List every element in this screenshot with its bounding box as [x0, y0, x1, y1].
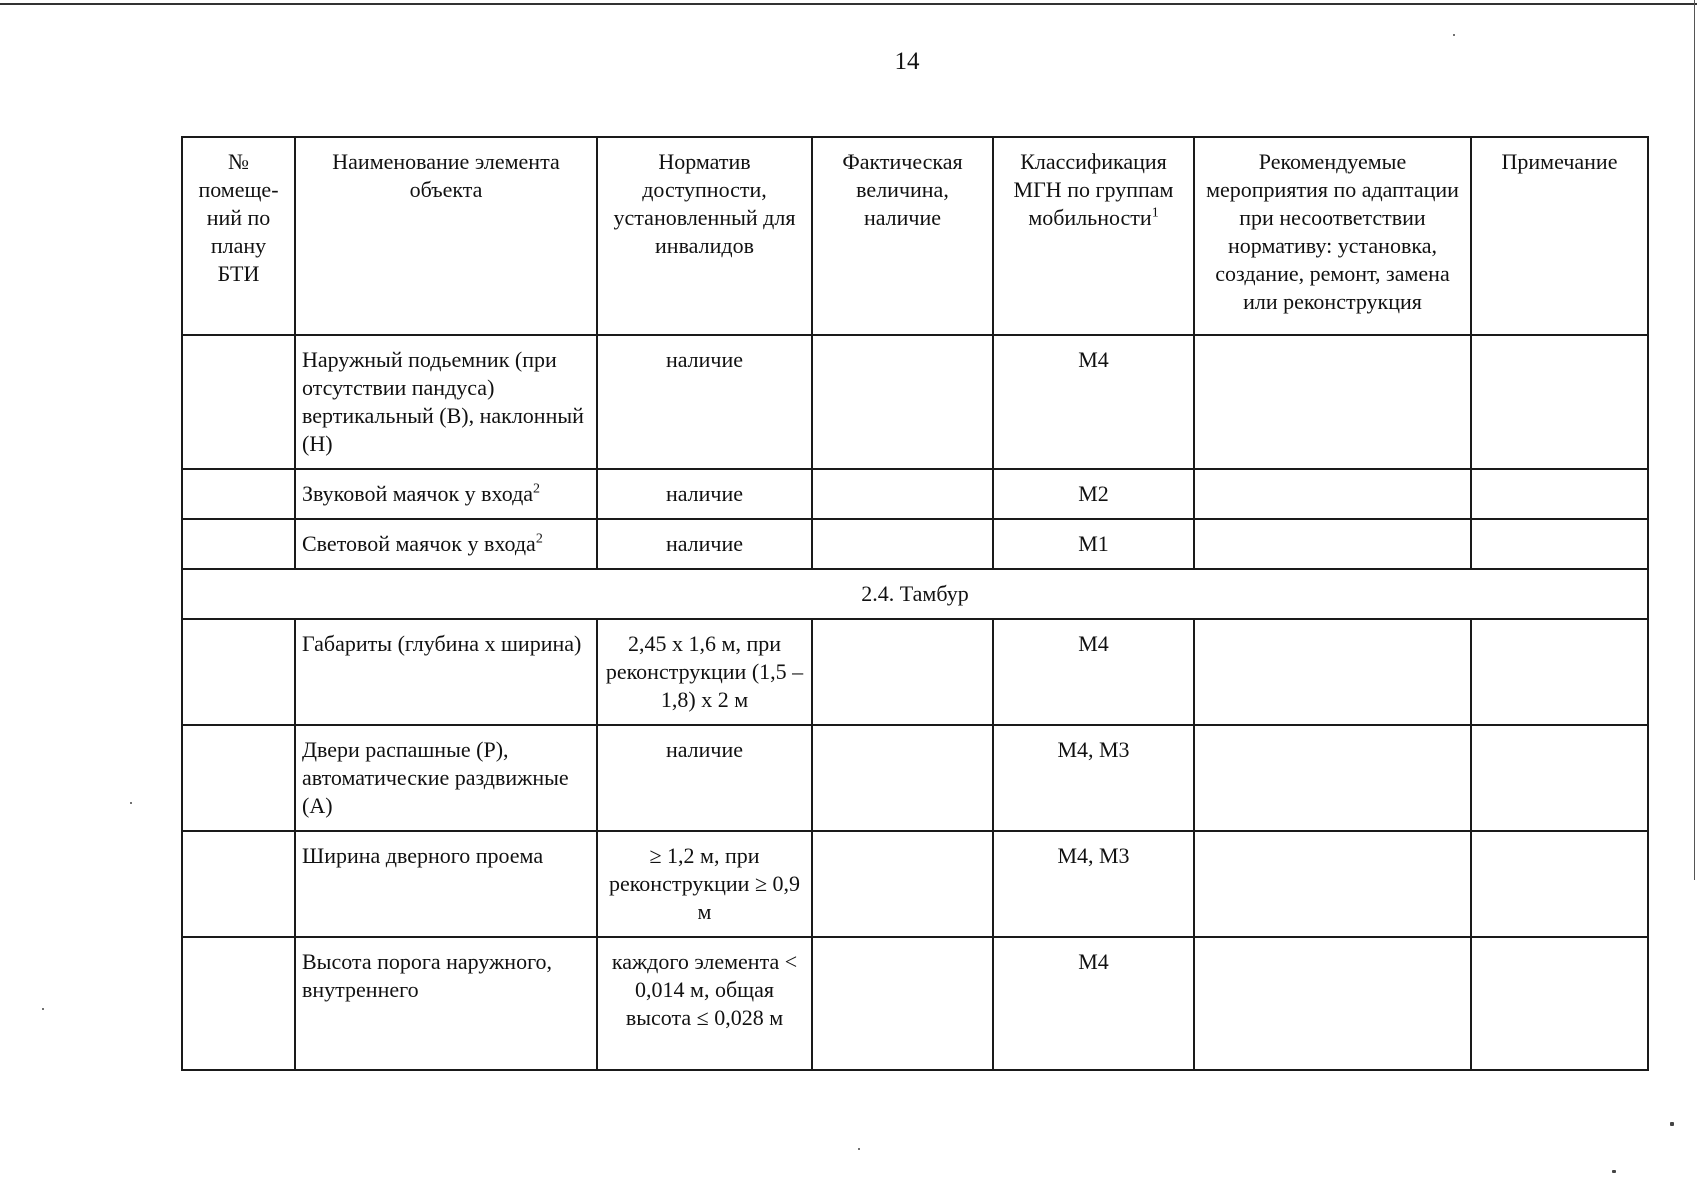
table-row	[182, 335, 1648, 469]
cell-classification: М1	[993, 519, 1194, 569]
table-row	[182, 519, 1648, 569]
cell-measures	[1194, 519, 1471, 569]
scan-speck	[42, 1008, 44, 1010]
table-row	[182, 725, 1648, 831]
cell-room-no	[182, 335, 295, 469]
footnote-marker: 2	[533, 481, 541, 497]
cell-standard: наличие	[597, 519, 812, 569]
cell-standard: 2,45 х 1,6 м, при реконструкции (1,5 – 1,8) х 2 м	[597, 619, 812, 725]
accessibility-table	[181, 136, 1649, 1071]
cell-room-no	[182, 519, 295, 569]
top-border-line	[0, 3, 1697, 5]
cell-actual	[812, 831, 993, 937]
element-name-text: Световой маячок у входа	[302, 531, 536, 556]
cell-element-name: Высота порога наружного, внутреннего	[295, 937, 597, 1070]
cell-note	[1471, 519, 1648, 569]
section-row	[182, 569, 1648, 619]
cell-room-no	[182, 937, 295, 1070]
table-row	[182, 469, 1648, 519]
cell-element-name	[295, 519, 597, 569]
table-row	[182, 937, 1648, 1070]
scan-speck	[130, 802, 132, 804]
cell-standard: ≥ 1,2 м, при реконструкции ≥ 0,9 м	[597, 831, 812, 937]
header-note: Примечание	[1471, 137, 1648, 335]
header-room-no: № помеще-ний по плану БТИ	[182, 137, 295, 335]
header-measures: Рекомендуемые мероприятия по адаптации при несоответствии нормативу: установка, создание, ремонт, замена или реконструкция	[1194, 137, 1471, 335]
cell-classification: М4	[993, 335, 1194, 469]
cell-actual	[812, 937, 993, 1070]
right-border-line	[1694, 0, 1695, 880]
cell-measures	[1194, 619, 1471, 725]
cell-actual	[812, 469, 993, 519]
header-element-name: Наименование элемента объекта	[295, 137, 597, 335]
cell-classification: М4	[993, 937, 1194, 1070]
table-row	[182, 831, 1648, 937]
scan-speck	[1612, 1170, 1616, 1173]
footnote-marker: 1	[1151, 205, 1159, 221]
cell-actual	[812, 519, 993, 569]
cell-standard: наличие	[597, 335, 812, 469]
section-heading: 2.4. Тамбур	[182, 569, 1648, 619]
cell-element-name	[295, 469, 597, 519]
cell-actual	[812, 725, 993, 831]
cell-standard: каждого элемента < 0,014 м, общая высота ≤ 0,028 м	[597, 937, 812, 1070]
page-number: 14	[894, 48, 920, 75]
cell-classification: М2	[993, 469, 1194, 519]
cell-measures	[1194, 469, 1471, 519]
cell-measures	[1194, 335, 1471, 469]
table-row	[182, 619, 1648, 725]
cell-room-no	[182, 469, 295, 519]
scan-speck	[1453, 34, 1455, 36]
cell-classification: М4, М3	[993, 831, 1194, 937]
cell-element-name: Ширина дверного проема	[295, 831, 597, 937]
scan-speck	[858, 1148, 860, 1150]
cell-note	[1471, 725, 1648, 831]
cell-classification: М4, М3	[993, 725, 1194, 831]
header-classification	[993, 137, 1194, 335]
cell-note	[1471, 937, 1648, 1070]
cell-actual	[812, 619, 993, 725]
cell-element-name	[295, 335, 597, 469]
cell-element-name: Габариты (глубина х ширина)	[295, 619, 597, 725]
cell-room-no	[182, 619, 295, 725]
cell-element-name: Двери распашные (Р), автоматические раздвижные (А)	[295, 725, 597, 831]
cell-room-no	[182, 725, 295, 831]
cell-measures	[1194, 725, 1471, 831]
cell-room-no	[182, 831, 295, 937]
footnote-marker: 2	[535, 531, 543, 547]
cell-note	[1471, 831, 1648, 937]
header-classification-text: Классификация МГН по группам мобильности	[1013, 149, 1174, 230]
cell-note	[1471, 335, 1648, 469]
scan-speck	[1670, 1122, 1674, 1126]
element-name-text: Наружный подьемник (при отсутствии пандуса) вертикальный (В), наклонный (Н)	[302, 347, 584, 456]
cell-standard: наличие	[597, 725, 812, 831]
cell-measures	[1194, 831, 1471, 937]
cell-note	[1471, 619, 1648, 725]
cell-standard: наличие	[597, 469, 812, 519]
header-standard: Норматив доступности, установленный для инвалидов	[597, 137, 812, 335]
cell-measures	[1194, 937, 1471, 1070]
table-header-row	[182, 137, 1648, 335]
cell-classification: М4	[993, 619, 1194, 725]
cell-actual	[812, 335, 993, 469]
cell-note	[1471, 469, 1648, 519]
header-actual: Фактическая величина, наличие	[812, 137, 993, 335]
element-name-text: Звуковой маячок у входа	[302, 481, 534, 506]
